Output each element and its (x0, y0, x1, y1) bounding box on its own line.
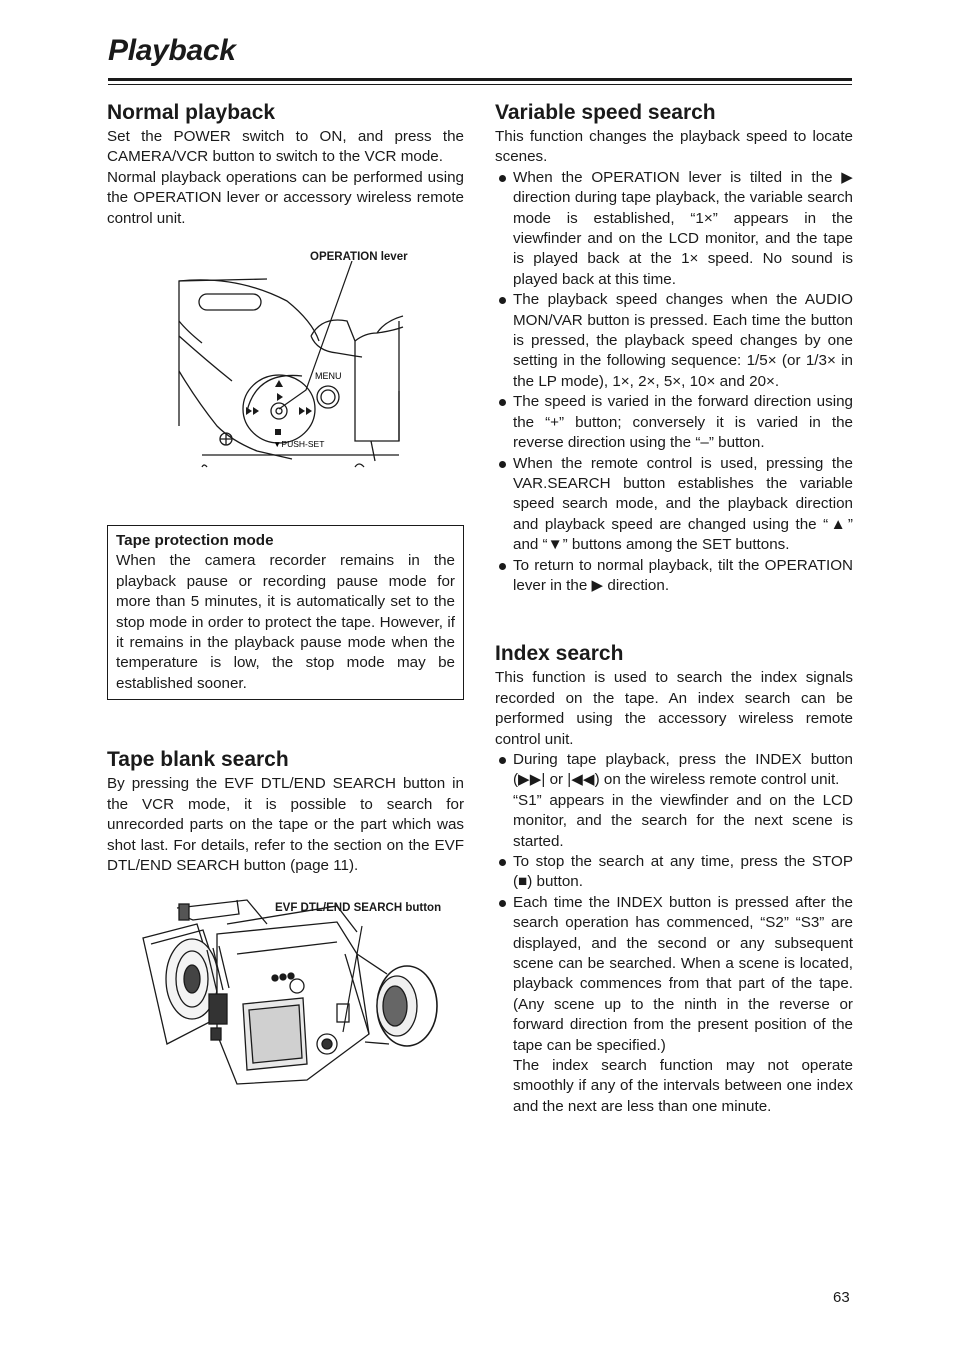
operation-lever-figure (107, 247, 464, 531)
list-item: During tape playback, press the INDEX button (▶▶| or |◀◀) on the wireless remote control unit. “S1” appears in the viewfinder and on the LCD monitor, and the search for the next scene is started. (495, 750, 853, 852)
operation-lever-illustration (107, 261, 464, 531)
push-set-label: ▼PUSH-SET (273, 439, 325, 450)
list-item: Each time the INDEX button is pressed after the search operation has commenced, “S2” “S3” are displayed, and the second or any subsequent scene can be searched. When a scene is located, playback commences from that part of the tape. (Any scene up to the ninth in the reverse or forward direction from the present position of the tape can be specified.) The index search function may not operate smoothly if any of the intervals between one index and the next are less than one minute. (495, 893, 853, 1117)
operation-lever-callout: OPERATION lever (310, 251, 408, 264)
list-item: When the remote control is used, pressing the VAR.SEARCH button establishes the variable speed search mode, and the playback direction and playback speed are changed using the “▲” and “▼” buttons among the SET buttons. (495, 454, 853, 556)
rewind-icon (246, 407, 252, 415)
variable-speed-search-section (495, 100, 853, 596)
tape-protection-title: Tape protection mode (116, 532, 274, 550)
stop-square-icon (275, 429, 281, 435)
list-item: The speed is varied in the forward direction using the “+” button; conversely it is varied in the reverse direction using the “–” button. (495, 392, 853, 453)
bullet-icon (499, 563, 506, 570)
left-column (107, 100, 464, 1120)
header-rule-thick (108, 78, 852, 81)
bullet-icon (499, 900, 506, 907)
fast-forward-icon (299, 407, 305, 415)
index-search-section (495, 641, 853, 1117)
bullet-icon (499, 399, 506, 406)
tape-protection-text: When the camera recorder remains in the playback pause or recording pause mode for more than 5 minutes, it is automatically set to the stop mode in order to protect the tape. However, if it remains in the playback pause mode when the temperature is low, the stop mode may be established sooner. (116, 552, 455, 692)
bullet-icon (499, 175, 506, 182)
tape-blank-search-section (107, 747, 464, 876)
tape-protection-box (107, 525, 464, 700)
normal-playback-paragraph-1: Set the POWER switch to ON, and press the CAMERA/VCR button to switch to the VCR mode. (107, 128, 464, 166)
play-up-icon (275, 380, 283, 387)
camera-figure (107, 890, 464, 1120)
camera-recorder-illustration (107, 894, 464, 1114)
page-title: Playback (108, 34, 236, 67)
tape-blank-search-heading: Tape blank search (107, 748, 289, 772)
play-triangle-icon (277, 393, 283, 401)
variable-speed-search-intro: This function changes the playback speed to locate scenes. (495, 128, 853, 166)
variable-speed-search-heading: Variable speed search (495, 101, 716, 124)
list-item: When the OPERATION lever is tilted in the ▶ direction during tape playback, the variable search mode is established, “1×” appears in the viewfinder and on the LCD monitor, and the tape is played back at the 1× speed. No sound is played back at this time. (495, 168, 853, 290)
bullet-icon (499, 297, 506, 304)
right-column (495, 100, 853, 1117)
list-item: The playback speed changes when the AUDIO MON/VAR button is pressed. Each time the button is pressed, the playback speed changes by one setting in the following sequence: 1/5× (or 1/3× in the LP mode), 1×, 2×, 5×, 10× and 20×. (495, 290, 853, 392)
normal-playback-paragraph-2: Normal playback operations can be performed using the OPERATION lever or accessory wireless remote control unit. (107, 168, 464, 227)
tape-blank-search-text: By pressing the EVF DTL/END SEARCH button in the VCR mode, it is possible to search for unrecorded parts on the tape or the part which was shot last. For details, refer to the section on the EVF DTL/END SEARCH button (page 11). (107, 775, 464, 874)
index-search-list (495, 750, 853, 1117)
bullet-icon (499, 859, 506, 866)
header-rule-thin (108, 84, 852, 85)
index-search-intro: This function is used to search the index signals recorded on the tape. An index search can be performed using the accessory wireless remote control unit. (495, 669, 853, 748)
bullet-icon (499, 461, 506, 468)
normal-playback-heading: Normal playback (107, 101, 276, 124)
normal-playback-section (107, 100, 464, 229)
index-search-heading: Index search (495, 642, 624, 666)
menu-button-label: MENU (315, 371, 342, 382)
evf-dtl-callout: EVF DTL/END SEARCH button (275, 902, 442, 915)
list-item: To stop the search at any time, press the STOP (■) button. (495, 852, 853, 893)
bullet-icon (499, 757, 506, 764)
variable-speed-search-list (495, 168, 853, 597)
list-item: To return to normal playback, tilt the OPERATION lever in the ▶ direction. (495, 556, 853, 597)
page-number: 63 (833, 1289, 850, 1306)
